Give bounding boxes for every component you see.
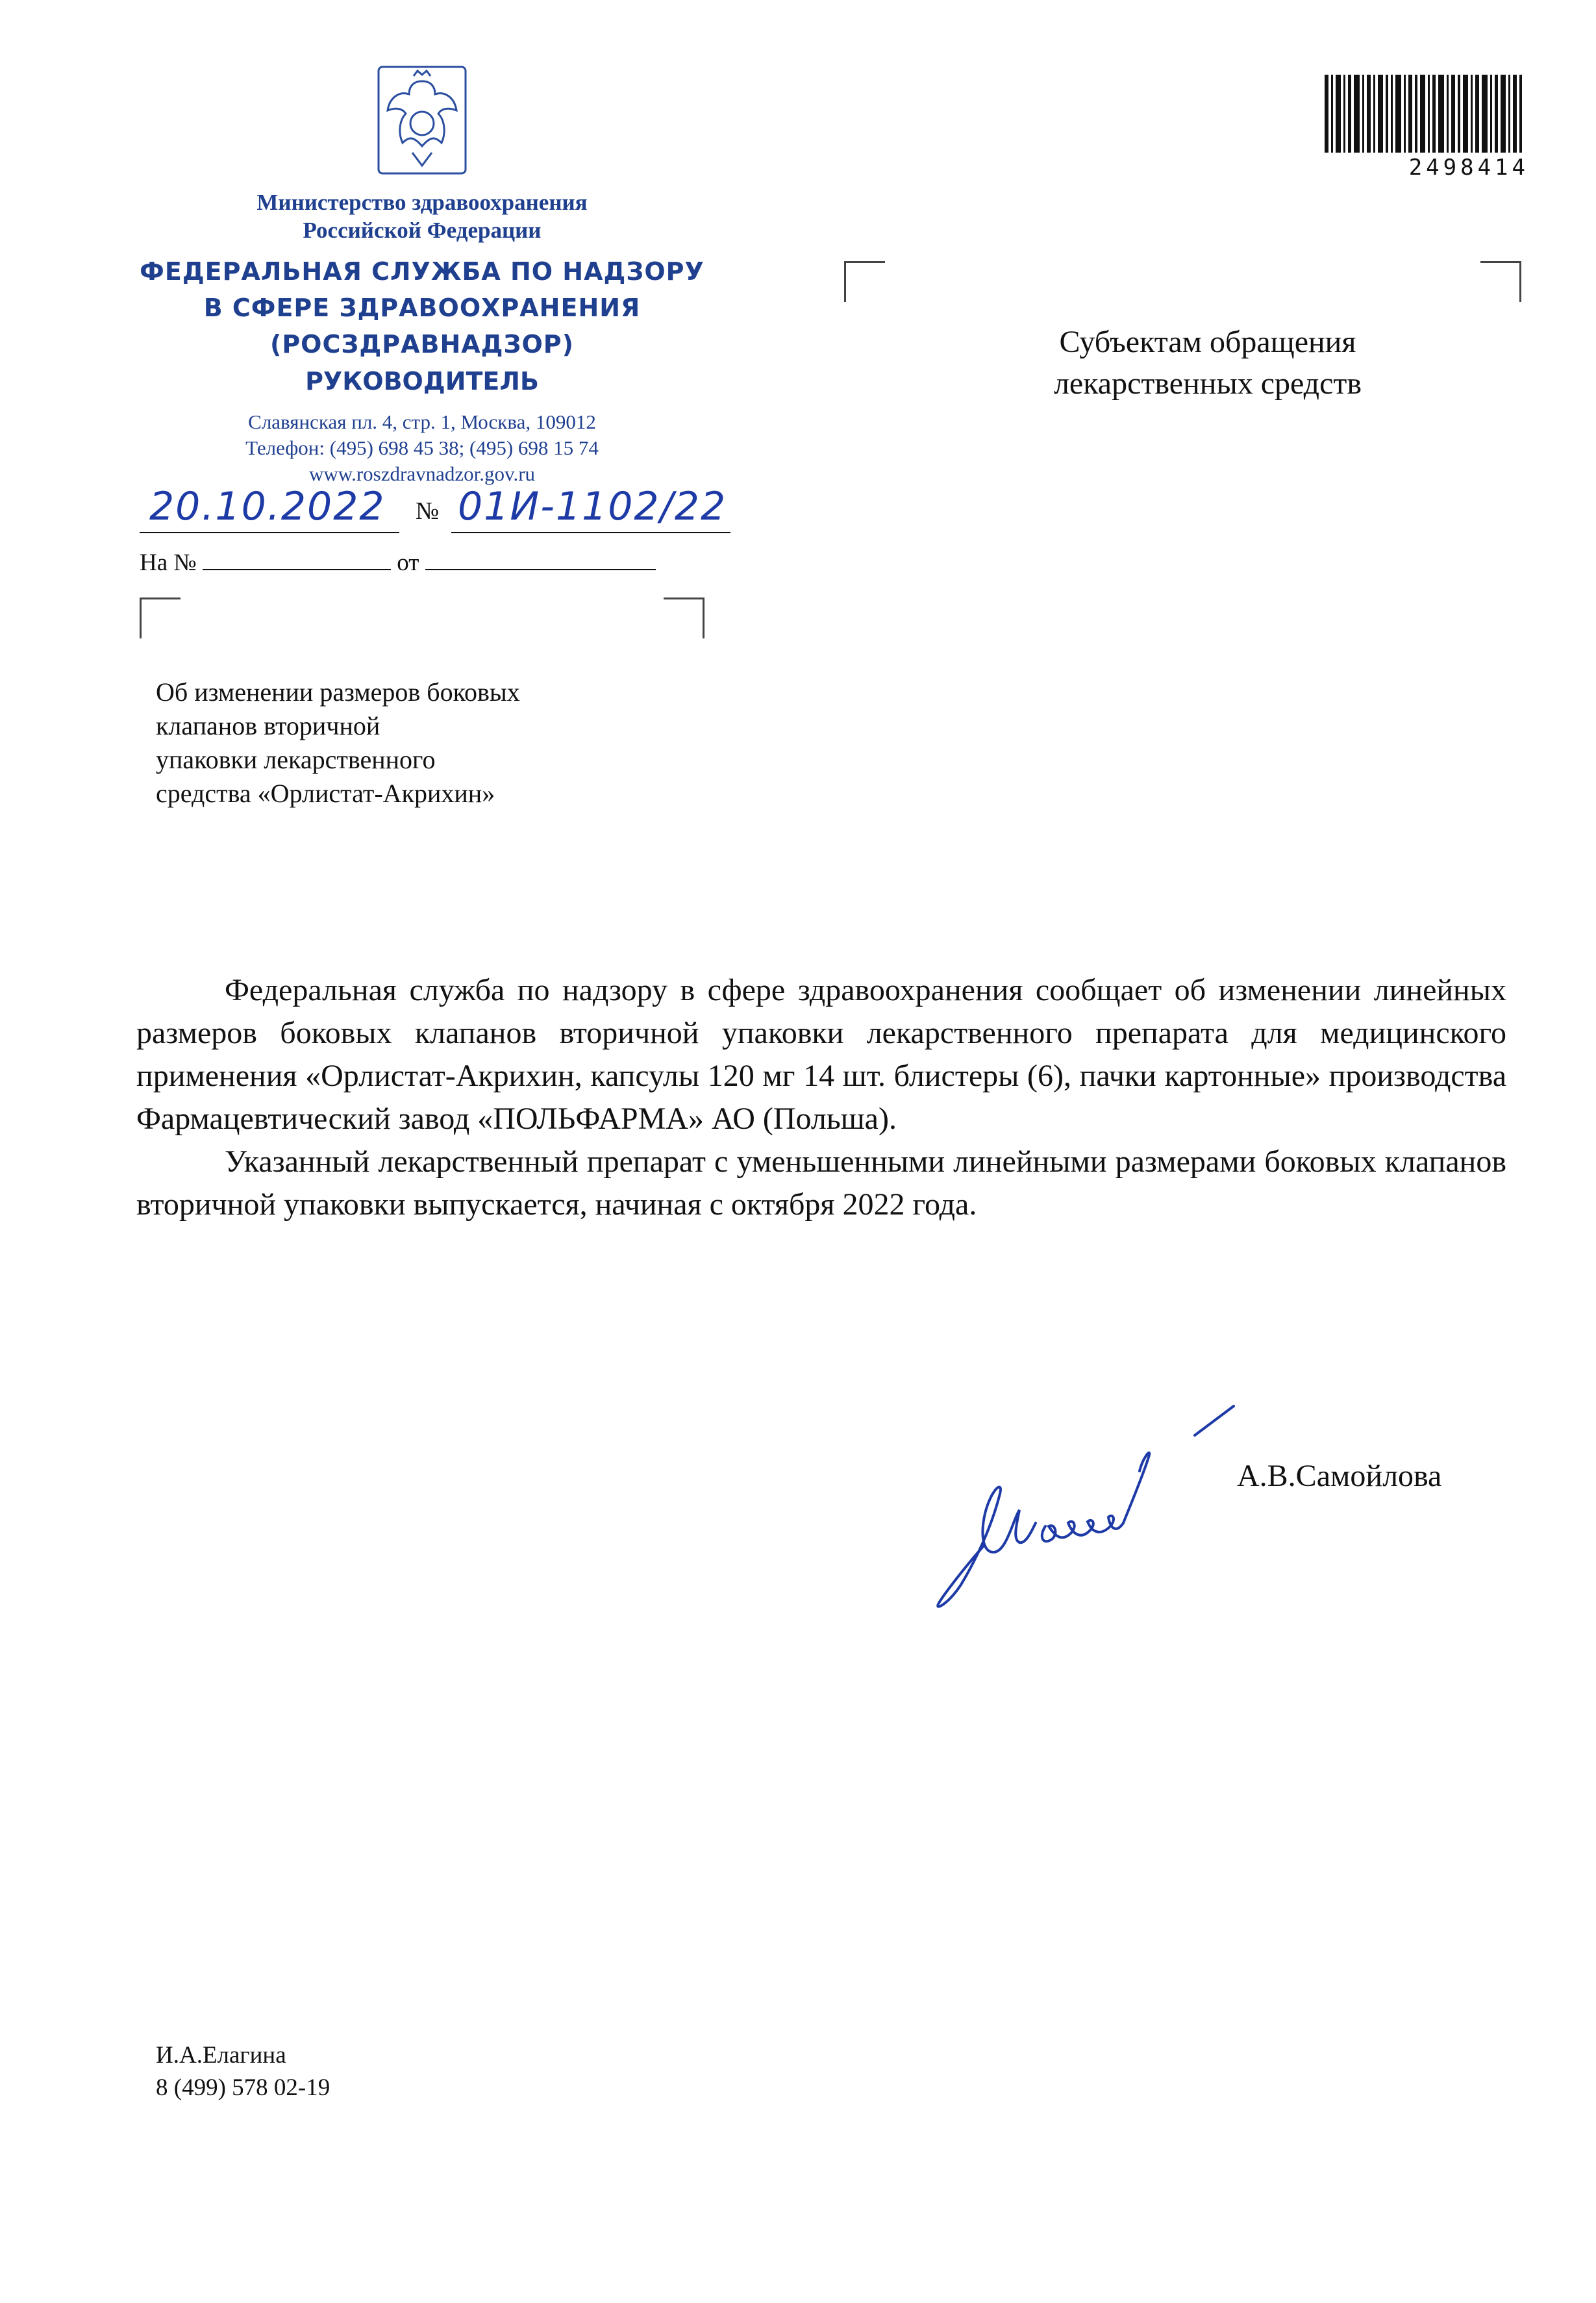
subject-line-4: средства «Орлистат-Акрихин» [156,779,495,808]
reference-number-blank [203,549,391,570]
ministry-name [162,188,682,244]
service-line-2: В СФЕРЕ ЗДРАВООХРАНЕНИЯ [203,294,641,322]
executor-block [156,2039,330,2104]
website: www.roszdravnadzor.gov.ru [308,462,536,485]
ministry-line-1: Министерство здравоохранения [256,190,588,215]
subject-block [156,675,675,811]
contact-block [162,409,682,487]
handwritten-signature [922,1396,1260,1611]
addressee-line-1: Субъектам обращения [1059,325,1356,359]
addressee-block [974,321,1441,405]
registration-date: 20.10.2022 [149,484,386,529]
position-title: РУКОВОДИТЕЛЬ [305,367,539,396]
service-line-1: ФЕДЕРАЛЬНАЯ СЛУЖБА ПО НАДЗОРУ [140,257,704,286]
body-paragraph-1: Федеральная служба по надзору в сфере здравоохранения сообщает об изменении линейных размеров боковых клапанов вторичной упаковки лекарственного препарата для медицинского применения «Орлистат-Акрихин, капсулы 120 мг 14 шт. блистеры (6), пачки картонные» производства Фармацевтический завод «ПОЛЬФАРМА» АО (Польша). [136,973,1506,1136]
executor-name: И.А.Елагина [156,2042,286,2069]
phone-numbers: Телефон: (495) 698 45 38; (495) 698 15 74 [245,436,599,459]
reference-from: от [397,549,419,576]
ministry-line-2: Российской Федерации [303,218,542,243]
subject-corner-right [664,598,704,638]
reference-line [140,549,656,577]
number-sign: № [416,497,440,525]
subject-line-3: упаковки лекарственного [156,745,436,774]
barcode-number: 2498414 [1408,155,1529,181]
addressee-line-2: лекарственных средств [1053,366,1362,401]
body-paragraph-2: Указанный лекарственный препарат с уменьшенными линейными размерами боковых клапанов вторичной упаковки выпускается, начиная с октября 2022 года. [136,1144,1506,1222]
signer-name: А.В.Самойлова [1237,1459,1442,1493]
subject-line-2: клапанов вторичной [156,711,380,740]
addressee-corner-right [1480,261,1521,302]
subject-corner-left [140,598,181,638]
postal-address: Славянская пл. 4, стр. 1, Москва, 109012 [248,410,596,433]
service-line-3: (РОСЗДРАВНАДЗОР) [269,330,575,359]
service-name [114,253,730,362]
executor-phone: 8 (499) 578 02-19 [156,2074,330,2101]
subject-line-1: Об изменении размеров боковых [156,677,520,707]
addressee-corner-left [844,261,885,302]
registration-number: 01И-1102/22 [458,484,727,529]
reference-prefix: На № [140,549,197,576]
barcode-icon [1325,75,1526,153]
letter-body [136,969,1506,1226]
coat-of-arms-icon [373,62,471,179]
reference-date-blank [425,549,656,570]
